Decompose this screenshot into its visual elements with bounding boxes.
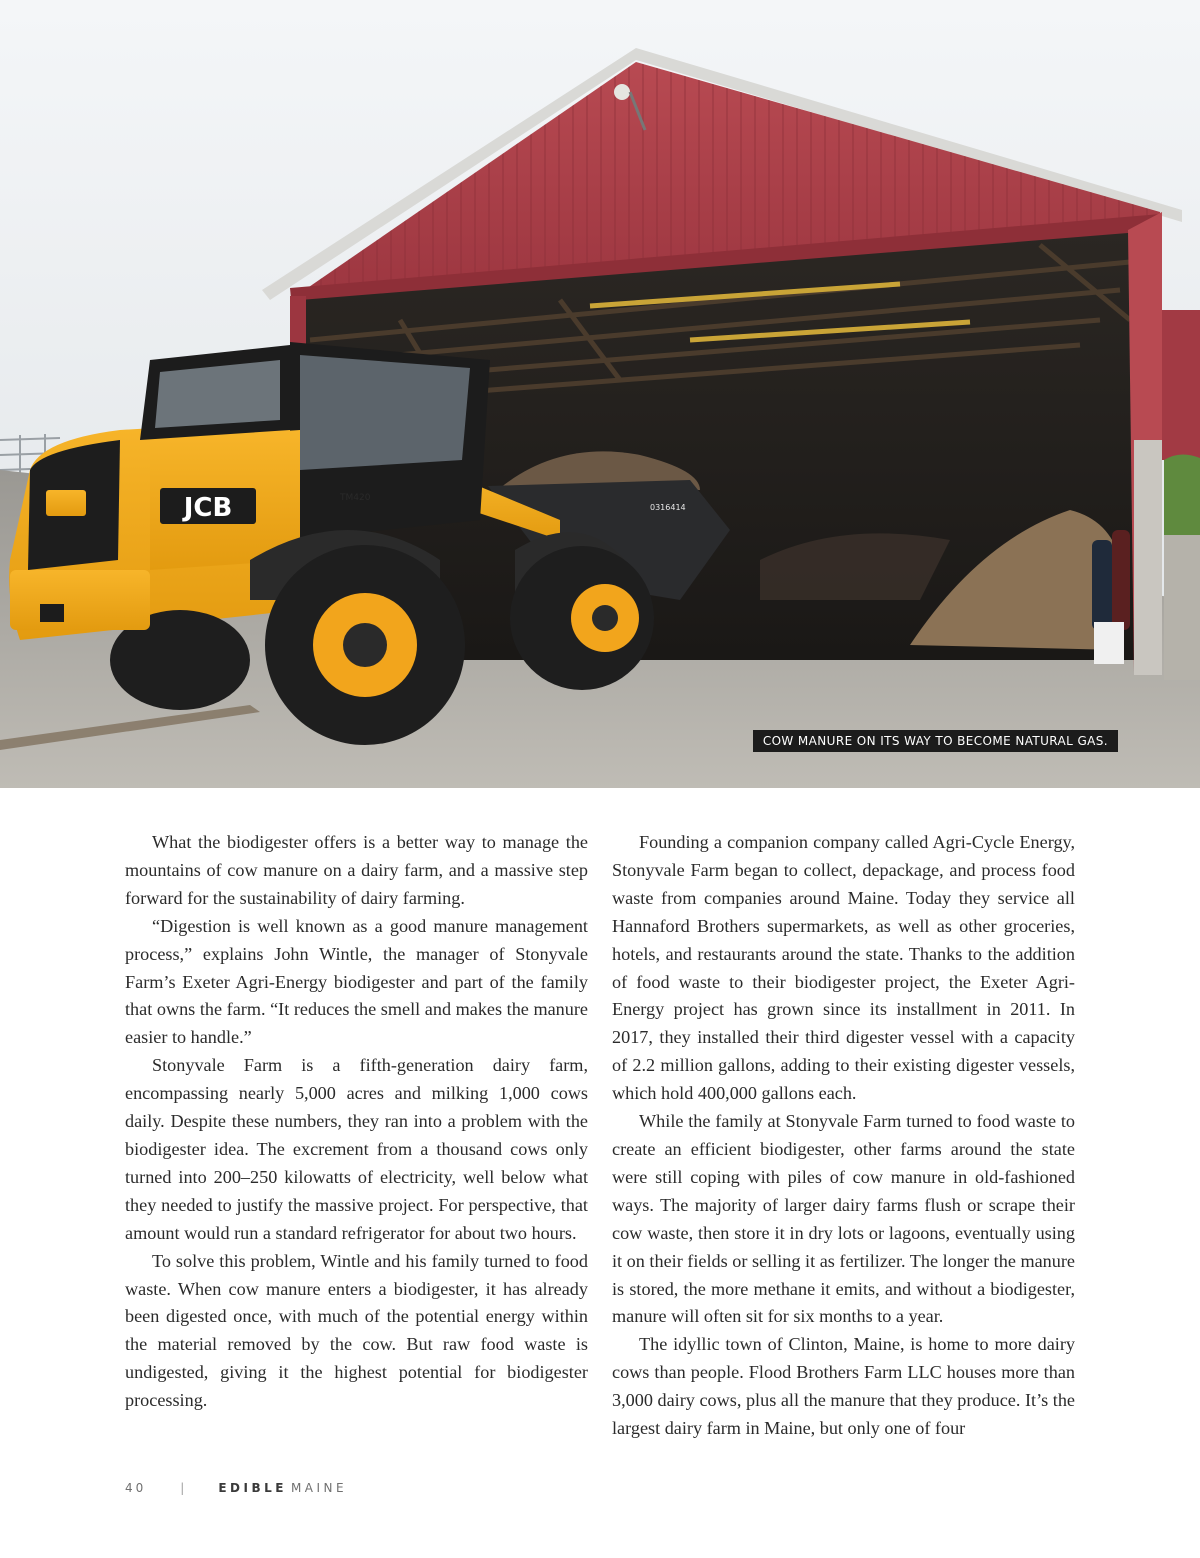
jcb-badge-rear bbox=[46, 490, 86, 516]
bucket-number: 0316414 bbox=[650, 503, 686, 512]
flood-light bbox=[614, 84, 630, 100]
footer-separator: | bbox=[180, 1481, 185, 1495]
paragraph: While the family at Stonyvale Farm turned to food waste to create an efficient biodigester, other farms around the state were still coping with piles of cow manure in old-fashioned ways. The majority of larger dairy farms flush or scrape their cow waste, then store it in dry lots or lagoons, eventually using it on their fields or selling it as fertilizer. The longer the manure is stored, the more methane it emits, and without a biodigester, manure will often sit for six months to a year. bbox=[612, 1111, 1075, 1327]
paragraph: “Digestion is well known as a good manure management process,” explains John Wintle, the manager of Stonyvale Farm’s Exeter Agri-Energy biodigester and part of the family that owns the farm. “It reduces the smell and makes the manure easier to handle.” bbox=[125, 915, 588, 1048]
loader-model: TM420 bbox=[340, 493, 371, 503]
page-number: 40 bbox=[125, 1481, 147, 1495]
page-footer bbox=[125, 1481, 347, 1501]
paragraph: Stonyvale Farm is a fifth-generation dairy farm, encompassing nearly 5,000 acres and milking 1,000 cows daily. Despite these numbers, they ran into a problem with the biodigester idea. The excrement from a thousand cows only turned into 200–250 kilowatts of electricity, well below what they needed to justify the massive project. For perspective, that amount would run a standard refrigerator for about two hours. bbox=[125, 1055, 588, 1243]
barn-side-wall bbox=[1160, 310, 1200, 460]
paragraph: The idyllic town of Clinton, Maine, is home to more dairy cows than people. Flood Brothers Farm LLC houses more than 3,000 dairy cows, plus all the manure that they produce. It’s the largest dairy farm in Maine, but only one of four bbox=[612, 1334, 1075, 1439]
publication-name-light: MAINE bbox=[290, 1481, 348, 1495]
paragraph: To solve this problem, Wintle and his family turned to food waste. When cow manure enters a biodigester, it has already been digested once, with much of the potential energy within the material removed by the cow. But raw food waste is undigested, giving it the highest potential for biodigester processing. bbox=[125, 1250, 588, 1411]
article-column-left bbox=[125, 829, 588, 1415]
photo-caption: COW MANURE ON ITS WAY TO BECOME NATURAL GAS. bbox=[753, 730, 1118, 752]
article-column-right bbox=[612, 829, 1075, 1443]
publication-name-bold: EDIBLE bbox=[218, 1481, 287, 1495]
gas-cylinder bbox=[1092, 540, 1112, 630]
loader-brand: JCB bbox=[183, 493, 233, 523]
paragraph: What the biodigester offers is a better way to manage the mountains of cow manure on a dairy farm, and a massive step forward for the sustainability of dairy farming. bbox=[125, 832, 588, 908]
paragraph: Founding a companion company called Agri-Cycle Energy, Stonyvale Farm began to collect, depackage, and process food waste from companies around Maine. Today they service all Hannaford Brothers supermarkets, as well as other groceries, hotels, and restaurants around the state. Thanks to the addition of food waste to their biodigester project, the Exeter Agri-Energy project has grown since its installment in 2011. In 2017, they installed their third digester vessel with a capacity of 2.2 million gallons, adding to their existing digester vessels, which hold 400,000 gallons each. bbox=[612, 832, 1075, 1104]
